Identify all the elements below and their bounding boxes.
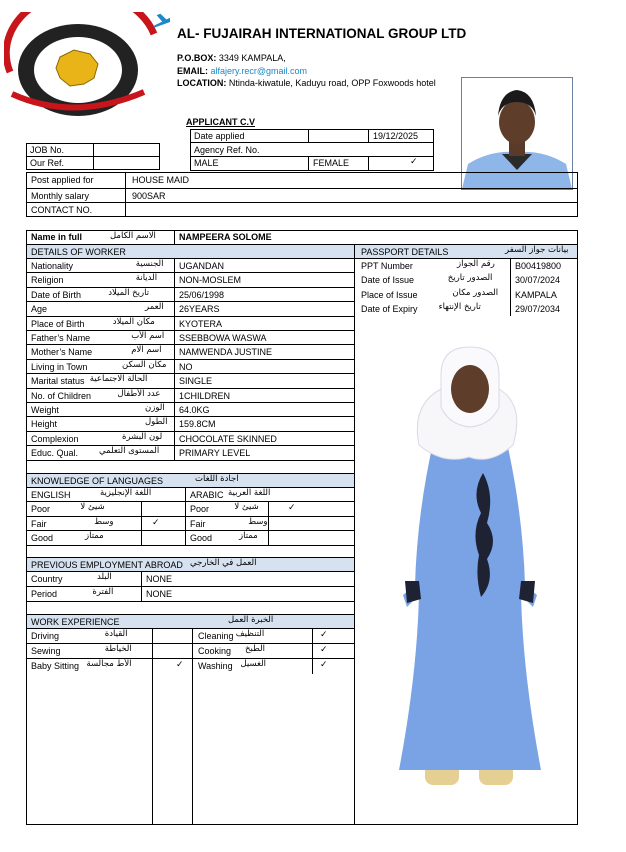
agency-ref-label: Agency Ref. No. [194, 145, 260, 155]
detail-label-ar: تاريخ الميلاد [108, 287, 150, 298]
skill-check-icon: ✓ [176, 660, 184, 670]
table-rule [26, 388, 354, 389]
english-level-check-icon: ✓ [152, 517, 160, 528]
employment-title: PREVIOUS EMPLOYMENT ABROAD [31, 560, 183, 570]
table-rule [26, 359, 354, 360]
location-value: Ntinda-kiwatule, Kaduyu road, OPP Foxwoods hotel [228, 78, 436, 88]
table-rule [141, 501, 142, 545]
detail-label: Marital status [31, 376, 85, 387]
detail-value: SINGLE [179, 376, 213, 387]
date-applied-label: Date applied [194, 131, 245, 141]
passport-label: Date of Expiry [361, 304, 418, 315]
detail-label-ar: مكان الميلاد [112, 316, 155, 327]
table-rule [268, 501, 269, 545]
detail-label: Nationality [31, 261, 74, 271]
language-level-ar: Poor [190, 504, 210, 514]
english-label: ENGLISH [31, 490, 71, 500]
detail-label: Age [31, 304, 48, 315]
language-level-ar: Good [190, 533, 213, 544]
language-level-ar-ar: شيئ لا [234, 502, 259, 512]
applicant-cv-title: APPLICANT C.V [186, 117, 256, 127]
detail-label: Educ. Qual. [31, 448, 79, 459]
male-label: MALE [194, 158, 219, 168]
detail-label-ar: العمر [145, 302, 164, 313]
detail-value: NAMWENDA JUSTINE [179, 347, 273, 358]
detail-value: NO [179, 361, 193, 372]
employment-title-ar: العمل في الخارجي [190, 558, 257, 568]
detail-value: KYOTERA [179, 318, 223, 329]
work-title-ar: الخبرة العمل [228, 615, 274, 625]
detail-label: Weight [31, 405, 59, 415]
passport-value: B00419800 [515, 261, 562, 271]
languages-title-ar: اجادة اللغات [195, 474, 239, 484]
table-rule [26, 658, 354, 659]
detail-value: 64.0KG [179, 405, 210, 415]
skill-check-icon: ✓ [320, 645, 328, 655]
detail-label: Religion [31, 275, 64, 286]
language-level-en: Poor [31, 504, 51, 514]
detail-label: No. of Children [31, 390, 92, 401]
applicant-full-body-photo [395, 345, 545, 795]
company-logo [4, 12, 170, 120]
our-ref-value-cell[interactable] [93, 156, 160, 170]
detail-value: CHOCOLATE SKINNED [179, 433, 277, 444]
employment-label-ar: البلد [97, 572, 112, 582]
detail-label-ar: المستوى التعلمي [99, 446, 160, 457]
skill-label-ar: الخياطة [104, 644, 132, 654]
language-level-ar-ar: ممتاز [239, 531, 258, 542]
skill-label: Driving [31, 631, 60, 641]
detail-value: 159.8CM [179, 419, 216, 430]
arabic-label: ARABIC [190, 490, 224, 500]
table-rule [26, 316, 354, 317]
table-rule [510, 258, 511, 316]
detail-label: Height [31, 419, 58, 430]
passport-value: 29/07/2034 [515, 304, 561, 315]
name-value: NAMPEERA SOLOME [179, 232, 272, 242]
passport-label-ar: الصدور تاريخ [447, 273, 493, 284]
detail-label-ar: الحالة الاجتماعية [89, 374, 148, 385]
table-rule [26, 373, 354, 374]
languages-title: KNOWLEDGE OF LANGUAGES [31, 476, 164, 486]
name-label-ar: الاسم الكامل [110, 231, 156, 241]
detail-value: 26YEARS [179, 304, 220, 315]
passport-value: 30/07/2024 [515, 275, 561, 286]
language-level-en-ar: ممتاز [85, 531, 104, 542]
table-rule [26, 601, 354, 602]
table-rule [26, 344, 354, 345]
passport-label: Place of Issue [361, 289, 418, 300]
salary-value: 900SAR [132, 191, 166, 201]
name-label: Name in full [31, 232, 83, 242]
company-email [177, 67, 307, 76]
post-applied-label: Post applied for [31, 175, 94, 185]
skill-label-ar: الطبخ [245, 644, 265, 654]
language-level-ar-ar: وسط [248, 516, 268, 527]
table-rule [26, 586, 354, 587]
employment-value: NONE [146, 574, 173, 584]
table-rule [26, 330, 354, 331]
detail-label-ar: الوزن [145, 403, 165, 413]
language-level-en-ar: وسط [94, 516, 114, 527]
passport-label-ar: تاريخ الإنتهاء [438, 302, 481, 313]
passport-title: PASSPORT DETAILS [361, 247, 449, 257]
detail-label-ar: لون البشرة [122, 431, 163, 442]
skill-check-icon: ✓ [320, 630, 328, 640]
passport-label: Date of Issue [361, 275, 415, 286]
language-level-ar: Fair [190, 518, 206, 529]
our-ref-label: Our Ref. [30, 158, 65, 168]
detail-label: Date of Birth [31, 289, 82, 300]
job-no-label: JOB No. [30, 145, 65, 155]
detail-value: NON-MOSLEM [179, 275, 242, 286]
post-box [26, 172, 578, 217]
skill-label-ar: الأط مجالسة [86, 659, 132, 669]
arabic-label-ar: اللغة العربية [228, 488, 271, 498]
passport-value: KAMPALA [515, 289, 557, 300]
skill-label-ar: الغسيل [240, 659, 267, 669]
skill-label: Sewing [31, 646, 61, 656]
detail-value: UGANDAN [179, 261, 225, 271]
female-label: FEMALE [313, 158, 350, 168]
detail-value: 1CHILDREN [179, 390, 231, 401]
table-rule [26, 545, 354, 546]
detail-label: Living in Town [31, 361, 88, 372]
detail-value: PRIMARY LEVEL [179, 448, 251, 459]
table-rule [26, 530, 354, 531]
detail-value: 25/06/1998 [179, 289, 225, 300]
detail-label-ar: مكان السكن [122, 359, 167, 370]
table-rule [26, 301, 354, 302]
skill-label: Cleaning [198, 631, 234, 641]
email-label: EMAIL: [177, 66, 208, 76]
table-rule [26, 416, 354, 417]
table-rule [26, 643, 354, 644]
skill-label-ar: التنظيف [235, 629, 265, 639]
company-name: AL- FUJAIRAH INTERNATIONAL GROUP LTD [177, 26, 467, 41]
detail-label: Place of Birth [31, 318, 85, 329]
passport-title-ar: بيانات جواز السفر [505, 245, 569, 255]
detail-label-ar: الديانة [135, 273, 158, 284]
post-applied-value: HOUSE MAID [132, 175, 190, 185]
pobox-value: 3349 KAMPALA, [218, 53, 286, 63]
details-title: DETAILS OF WORKER [31, 247, 126, 257]
passport-label-ar: رقم الجواز [457, 259, 495, 269]
table-rule [26, 431, 354, 432]
job-no-value-cell[interactable] [93, 143, 160, 157]
arabic-level-check-icon: ✓ [288, 503, 296, 513]
passport-label: PPT Number [361, 261, 413, 271]
language-level-en-ar: شيئ لا [80, 502, 105, 512]
skill-label: Cooking [198, 646, 232, 656]
table-rule [26, 402, 354, 403]
passport-label-ar: الصدور مكان [452, 287, 499, 298]
work-title: WORK EXPERIENCE [31, 617, 120, 627]
company-location [177, 79, 436, 88]
detail-label-ar: الطول [145, 417, 168, 428]
detail-label: Complexion [31, 433, 79, 444]
table-rule [26, 287, 354, 288]
employment-value: NONE [146, 589, 173, 599]
skill-label-ar: القيادة [104, 629, 128, 639]
employment-label-ar: الفترة [92, 587, 114, 597]
employment-label: Country [31, 574, 63, 584]
language-level-en: Good [31, 533, 54, 544]
company-pobox [177, 54, 286, 63]
detail-label-ar: اسم الأب [131, 331, 165, 341]
english-label-ar: اللغة الإنجليزية [100, 488, 152, 498]
date-applied-value: 19/12/2025 [373, 131, 419, 141]
detail-label-ar: اسم الام [131, 345, 162, 356]
contact-label: CONTACT NO. [31, 205, 93, 215]
detail-value: SSEBBOWA WASWA [179, 333, 267, 343]
table-rule [26, 516, 354, 517]
detail-label-ar: الجنسية [135, 259, 164, 269]
skill-label: Washing [198, 661, 233, 671]
detail-label-ar: عدد الأطفال [117, 388, 161, 399]
skill-check-icon: ✓ [320, 660, 328, 670]
language-level-en: Fair [31, 518, 47, 529]
table-rule [26, 272, 354, 273]
skill-label: Baby Sitting [31, 661, 80, 671]
email-link[interactable]: alfajery.recr@gmail.com [210, 66, 308, 76]
detail-label: Father’s Name [31, 333, 91, 343]
table-rule [26, 445, 354, 446]
detail-label: Mother’s Name [31, 347, 93, 358]
salary-label: Monthly salary [31, 191, 90, 201]
location-label: LOCATION: [177, 78, 227, 88]
female-check-icon: ✓ [410, 157, 418, 167]
employment-label: Period [31, 589, 58, 599]
pobox-label: P.O.BOX: [177, 53, 217, 63]
table-rule [26, 460, 354, 461]
